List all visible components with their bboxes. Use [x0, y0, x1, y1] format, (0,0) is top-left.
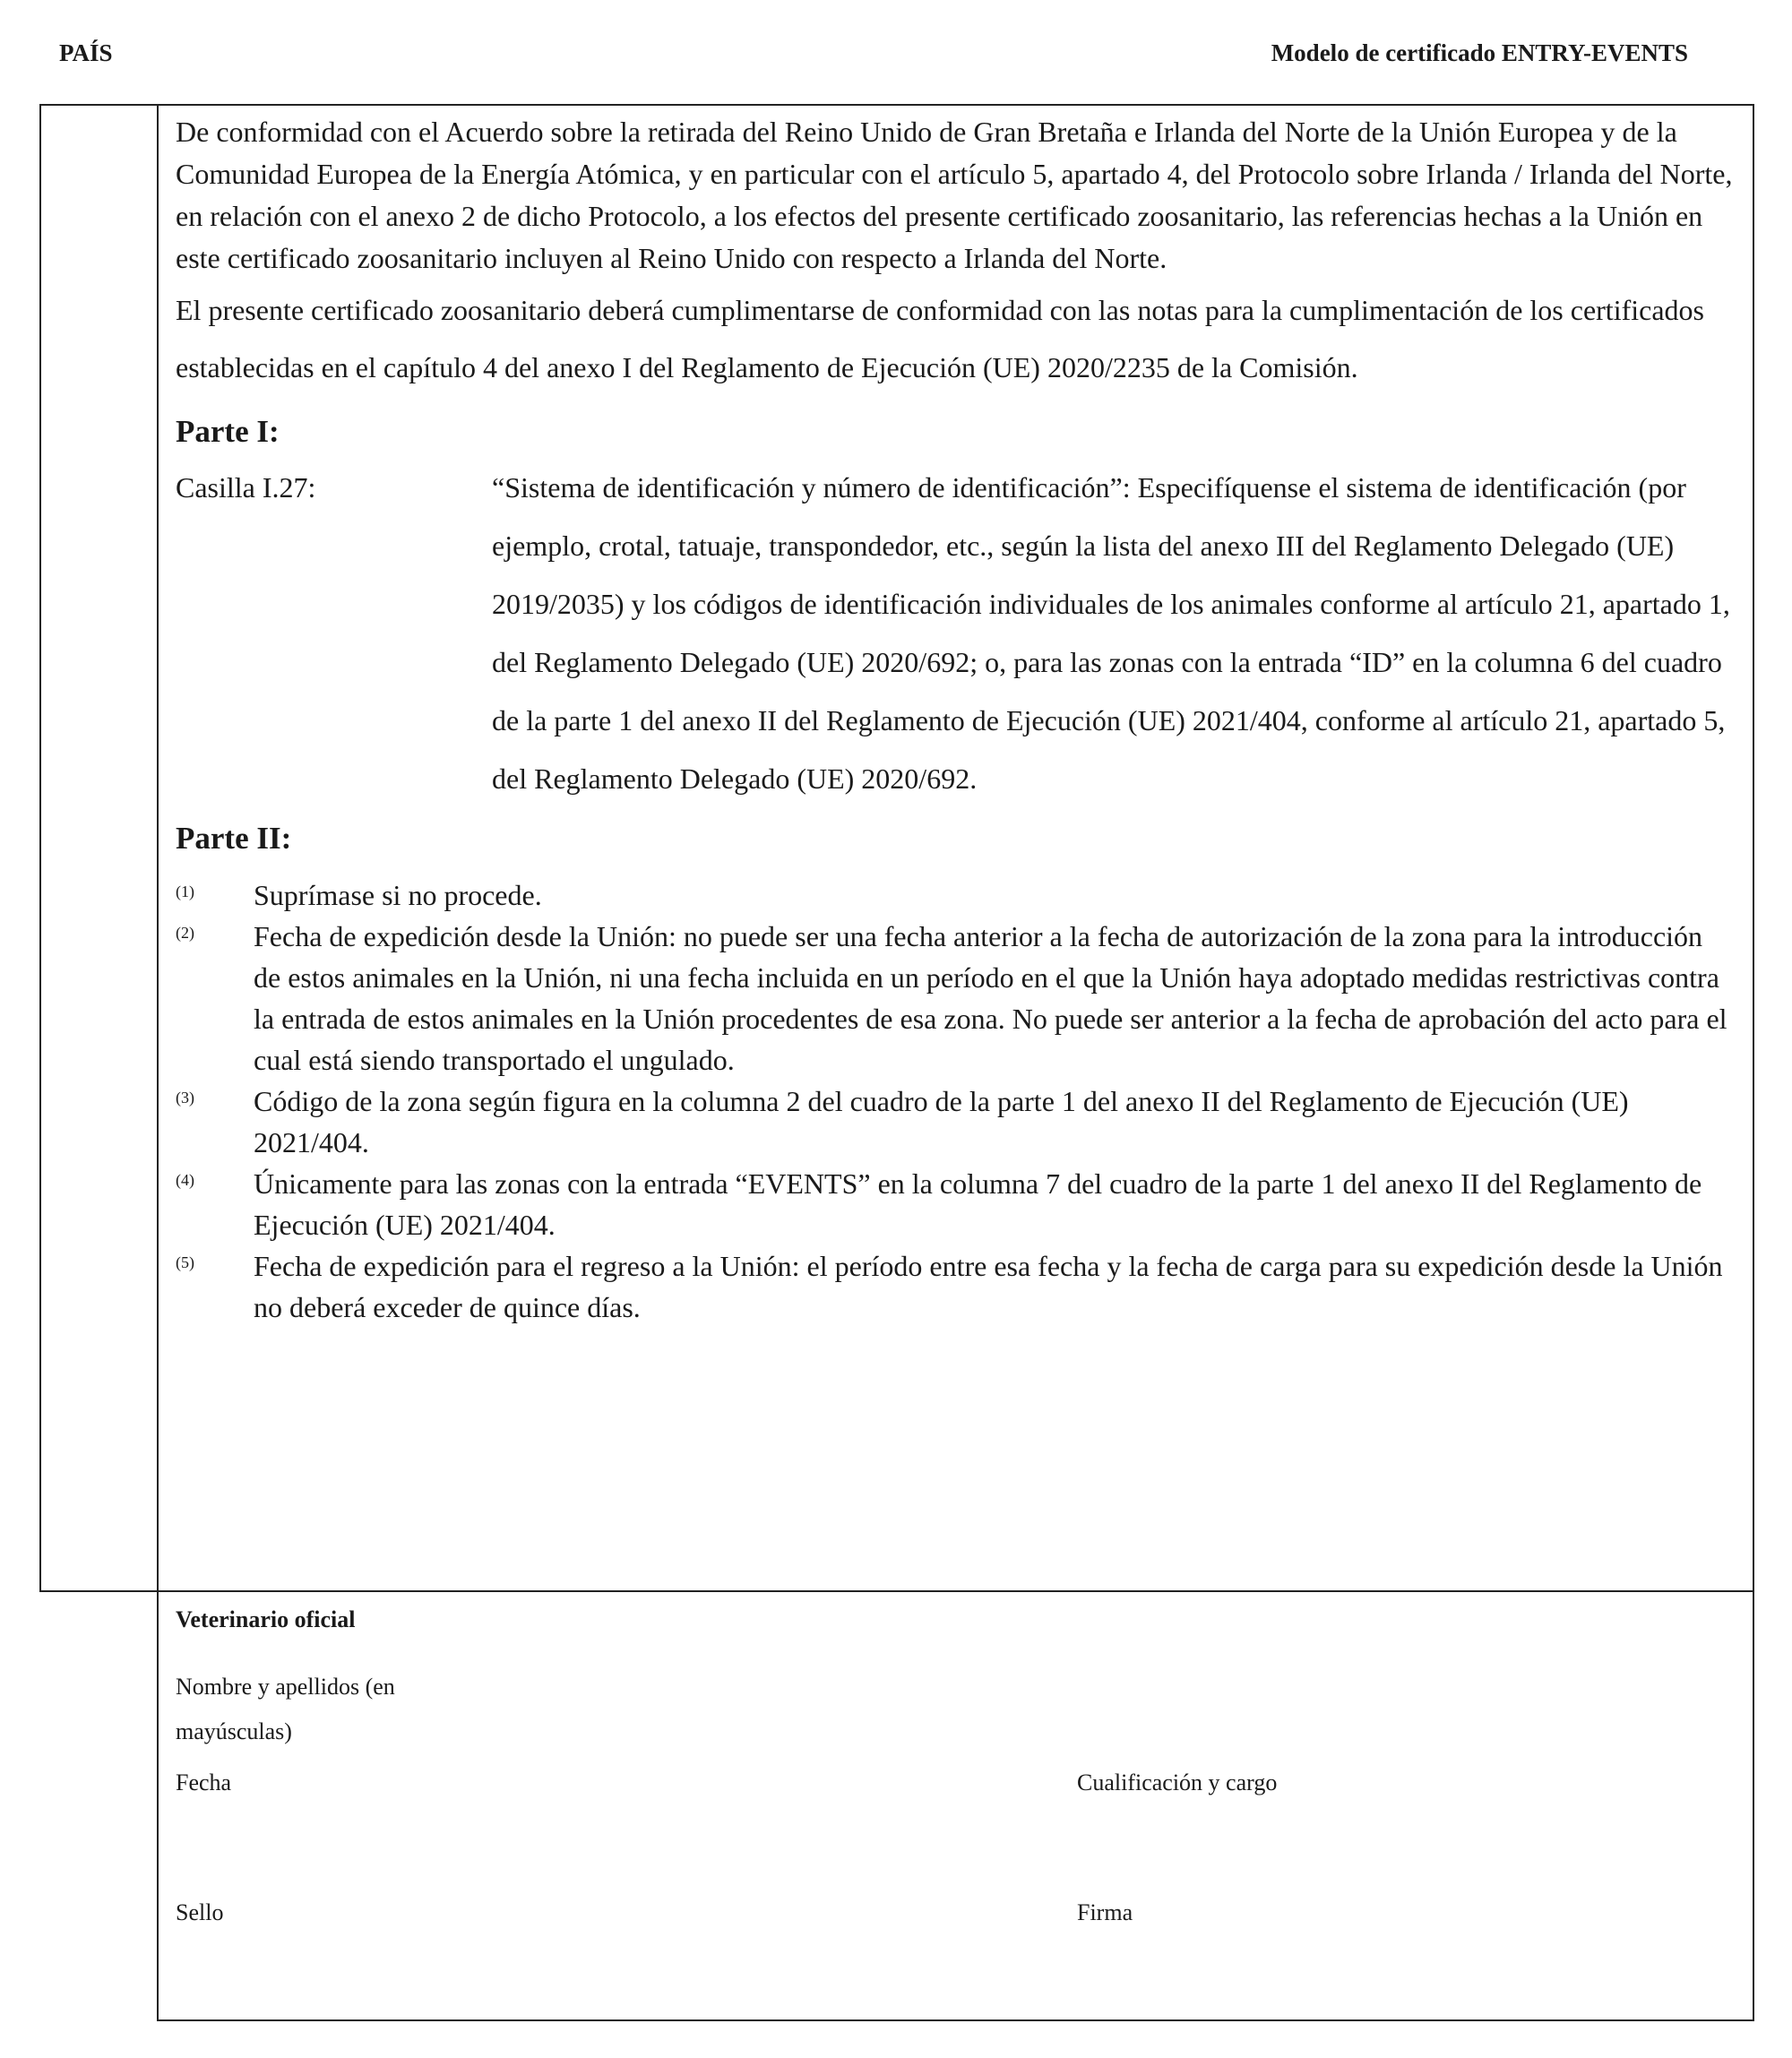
footnote-marker: (4) [176, 1171, 194, 1189]
footnotes-list [176, 874, 1735, 1328]
footnote [176, 1081, 1735, 1163]
qualification-field-label: Cualificación y cargo [1077, 1770, 1278, 1795]
footnote-marker: (3) [176, 1089, 194, 1106]
certificate-model-title: Modelo de certificado ENTRY-EVENTS [1271, 39, 1688, 66]
intro-paragraph-1: De conformidad con el Acuerdo sobre la retirada del Reino Unido de Gran Bretaña e Irlanda del Norte de la Unión Europea y de la Comunidad Europea de la Energía Atómica, y en particular con el artículo 5, apartado 4, del Protocolo sobre Irlanda / Irlanda del Norte, en relación con el anexo 2 de dicho Protocolo, a los efectos del presente certificado zoosanitario, las referencias hechas a la Unión en este certificado zoosanitario incluyen al Reino Unido con respecto a Irlanda del Norte. [176, 116, 1733, 274]
name-field-label: Nombre y apellidos (en mayúsculas) [176, 1674, 395, 1744]
date-field-label: Fecha [176, 1770, 232, 1795]
signature-block-title: Veterinario oficial [176, 1606, 356, 1632]
casilla-text: “Sistema de identificación y número de identificación”: Especifíquense el sistema de identificación (por ejemplo, crotal, tatuaje, transpondedor, etc., según la lista del anexo III del Reglamento Delegado (UE) 2019/2035) y los códigos de identificación individuales de los animales conforme al artículo 21, apartado 1, del Reglamento Delegado (UE) 2020/692; o, para las zonas con la entrada “ID” en la columna 6 del cuadro de la parte 1 del anexo II del Reglamento de Ejecución (UE) 2021/404, conforme al artículo 21, apartado 5, del Reglamento Delegado (UE) 2020/692. [492, 471, 1730, 795]
signature-field-label: Firma [1077, 1899, 1133, 1925]
intro-paragraph-2: El presente certificado zoosanitario deberá cumplimentarse de conformidad con las notas para la cumplimentación de los certificados establecidas en el capítulo 4 del anexo I del Reglamento de Ejecución (UE) 2020/2235 de la Comisión. [176, 294, 1704, 383]
footnote-marker: (5) [176, 1253, 194, 1271]
part-2-title: Parte II: [176, 821, 292, 856]
footnote-text: Fecha de expedición desde la Unión: no puede ser una fecha anterior a la fecha de autorización de la zona para la introducción de estos animales en la Unión, ni una fecha incluida en un período en el que la Unión haya adoptado medidas restrictivas contra la entrada de estos animales en la Unión procedentes de esa zona. No puede ser anterior a la fecha de aprobación del acto para el cual está siendo transportado el ungulado. [254, 920, 1727, 1076]
official-veterinarian-block [176, 1590, 1735, 2019]
footnote-marker: (1) [176, 883, 194, 900]
footnote-text: Código de la zona según figura en la columna 2 del cuadro de la parte 1 del anexo II del Reglamento de Ejecución (UE) 2021/404. [254, 1085, 1629, 1158]
table-top-border [39, 104, 1754, 106]
footnote [176, 1163, 1735, 1245]
footnote-marker: (2) [176, 924, 194, 942]
footnote-text: Únicamente para las zonas con la entrada “EVENTS” en la columna 7 del cuadro de la parte 1 del anexo II del Reglamento de Ejecución (UE) 2021/404. [254, 1167, 1702, 1241]
footnote [176, 916, 1735, 1081]
casilla-label: Casilla I.27: [176, 471, 316, 504]
footnote [176, 874, 1735, 916]
footnote-text: Suprímase si no procede. [254, 879, 542, 911]
footnote [176, 1245, 1735, 1328]
part-1-title: Parte I: [176, 414, 280, 449]
table-left-border [39, 104, 41, 1592]
footnote-text: Fecha de expedición para el regreso a la Unión: el período entre esa fecha y la fecha de carga para su expedición desde la Unión no deberá exceder de quince días. [254, 1250, 1723, 1323]
country-label: PAÍS [59, 39, 113, 66]
stamp-field-label: Sello [176, 1899, 224, 1925]
casilla-note [176, 459, 1735, 808]
notes-content [176, 111, 1735, 1328]
table-bottom-border [157, 2019, 1754, 2021]
table-right-border [1753, 104, 1754, 2021]
table-column-divider [157, 104, 159, 2021]
page-header [59, 39, 1733, 75]
